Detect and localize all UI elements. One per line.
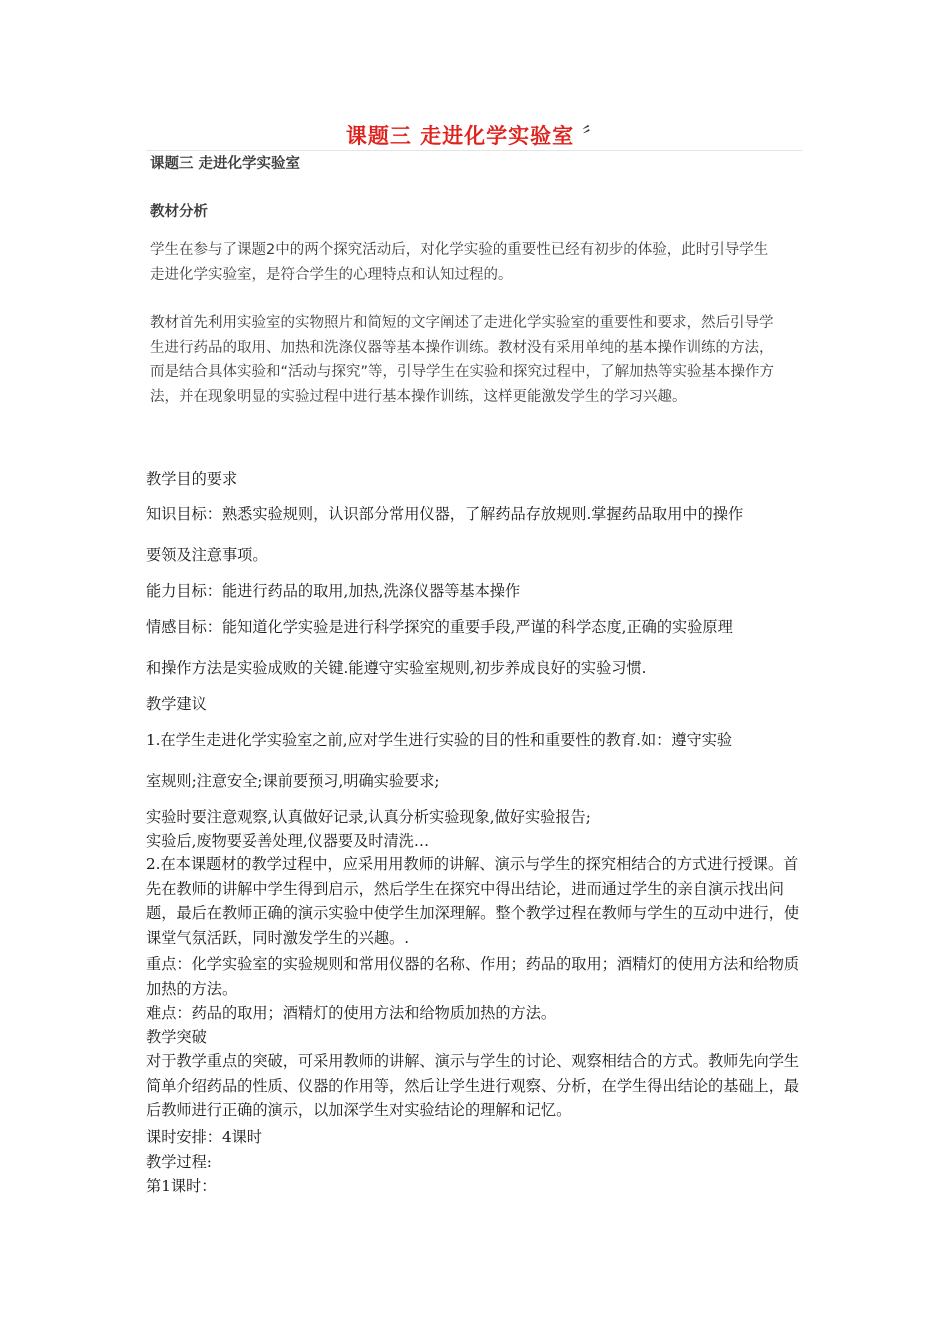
suggest-heading: 教学建议 xyxy=(146,695,207,713)
scan-paragraph-2: 教材首先利用实验室的实物照片和简短的文字阐述了走进化学实验室的重要性和要求，然后引导学生进行药品的取用、加热和洗涤仪器等基本操作训练。教材没有采用单纯的基本操作训练的方法，而是结合具体实验和“活动与探究”等，引导学生在实验和探究过程中，了解加热等实验基本操作方法，并在现象明显的实验过程中进行基本操作训练，这样更能激发学生的学习兴趣。 xyxy=(150,315,775,405)
process-heading: 教学过程: xyxy=(146,1153,212,1171)
ability-goal: 能力目标：能进行药品的取用,加热,洗涤仪器等基本操作 xyxy=(146,582,521,600)
class-hours: 课时安排：4课时 xyxy=(146,1128,262,1146)
suggest-1-line-4: 实验后,废物要妥善处理,仪器要及时清洗… xyxy=(146,832,430,850)
key-points: 重点：化学实验室的实验规则和常用仪器的名称、作用；药品的取用；酒精灯的使用方法和给物质加热的方法。 xyxy=(146,955,800,998)
lesson-1-heading: 第1课时： xyxy=(146,1177,217,1195)
suggest-1-line-1: 1.在学生走进化学实验室之前,应对学生进行实验的目的性和重要性的教育.如：遵守实验 xyxy=(146,731,733,749)
scan-subheading: 教材分析 xyxy=(150,204,208,220)
goals-heading: 教学目的要求 xyxy=(146,470,238,488)
breakthrough-paragraph: 对于教学重点的突破，可采用教师的讲解、演示与学生的讨论、观察相结合的方式。教师先向学生简单介绍药品的性质、仪器的作用等，然后让学生进行观察、分析，在学生得出结论的基础上，最后教师进行正确的演示，以加深学生对实验结论的理解和记忆。 xyxy=(146,1052,800,1119)
title-mark: 〞 xyxy=(582,124,605,148)
suggest-2-paragraph: 2.在本课题材的教学过程中，应采用用教师的讲解、演示与学生的探究相结合的方式进行授课。首先在教师的讲解中学生得到启示，然后学生在探究中得出结论，进而通过学生的亲自演示找出问题，最后在教师正确的演示实验中使学生加深理解。整个教学过程在教师与学生的互动中进行，使课堂气氛活跃，同时激发学生的兴趣。. xyxy=(146,855,800,947)
emotion-goal-line-2: 和操作方法是实验成败的关键.能遵守实验室规则,初步养成良好的实验习惯. xyxy=(146,659,647,677)
title-text: 课题三 走进化学实验室 xyxy=(345,124,575,148)
document-title xyxy=(0,120,950,150)
knowledge-goal-line-2: 要领及注意事项。 xyxy=(146,546,268,564)
difficulty: 难点：药品的取用；酒精灯的使用方法和给物质加热的方法。 xyxy=(146,1004,557,1022)
knowledge-goal-line-1: 知识目标：熟悉实验规则，认识部分常用仪器，了解药品存放规则.掌握药品取用中的操作 xyxy=(146,505,744,523)
suggest-1-line-2: 室规则;注意安全;课前要预习,明确实验要求; xyxy=(146,772,440,790)
breakthrough-heading: 教学突破 xyxy=(146,1028,207,1046)
title-divider xyxy=(146,150,802,151)
scan-heading: 课题三 走进化学实验室 xyxy=(150,156,301,172)
suggest-1-line-3: 实验时要注意观察,认真做好记录,认真分析实验现象,做好实验报告; xyxy=(146,808,591,826)
scan-paragraph-1: 学生在参与了课题2中的两个探究活动后，对化学实验的重要性已经有初步的体验，此时引导学生走进化学实验室，是符合学生的心理特点和认知过程的。 xyxy=(150,242,769,283)
emotion-goal-line-1: 情感目标：能知道化学实验是进行科学探究的重要手段,严谨的科学态度,正确的实验原理 xyxy=(146,618,733,636)
